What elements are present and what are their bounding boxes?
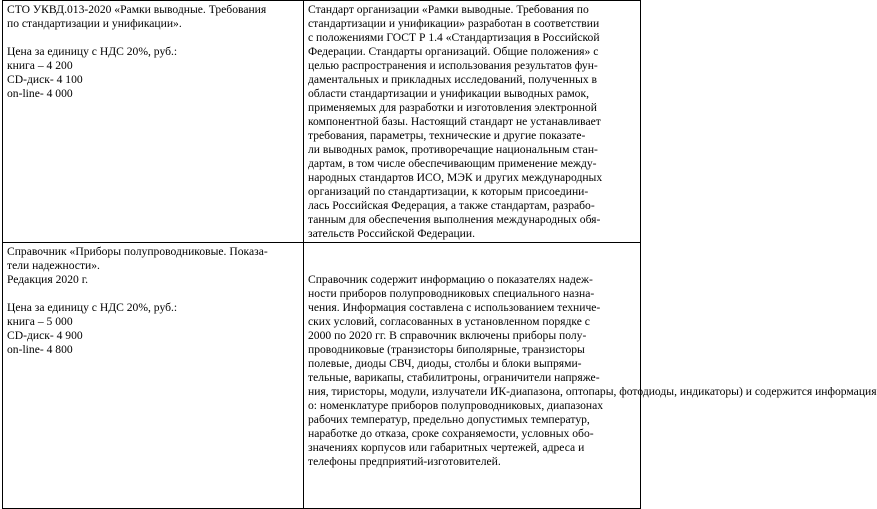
description-line: ли выводных рамок, противоречащие национальным стан- <box>308 143 598 156</box>
description-line: ния, тиристоры, модули, излучатели ИК-диапазона, оптопары, фотодиоды, индикаторы) и содержится информация <box>308 385 877 398</box>
price-online: on-line- 4 800 <box>7 343 73 356</box>
description-line: Стандарт организации «Рамки выводные. Требования по <box>308 3 589 16</box>
description-line: лась Российская Федерация, а также стандартам, разрабо- <box>308 199 595 212</box>
description-line: о: номенклатуре приборов полупроводниковых, диапазонах <box>308 399 604 412</box>
description-line: компонентной базы. Настоящий стандарт не устанавливает <box>308 115 601 128</box>
description-line: стандартизации и унификации» разработан в соответствии <box>308 17 600 30</box>
description-line: тельные, варикапы, стабилитроны, ограничители напряже- <box>308 371 600 384</box>
description-line: 2000 по 2020 гг. В справочник включены приборы полу- <box>308 329 587 342</box>
description-line: Справочник содержит информацию о показателях надеж- <box>308 273 593 286</box>
price-heading: Цена за единицу с НДС 20%, руб.: <box>7 45 178 58</box>
description-line: требования, параметры, технические и другие показате- <box>308 129 586 142</box>
product-cell <box>3 1 304 243</box>
description-line: дартам, в том числе обеспечивающим применение между- <box>308 157 597 170</box>
document <box>2 0 877 493</box>
description-line: наработке до отказа, сроке сохраняемости, условных обо- <box>308 427 594 440</box>
description-line: Федерации. Стандарты организаций. Общие положения» с <box>308 45 599 58</box>
price-book: книга – 5 000 <box>7 315 73 328</box>
product-title-line: по стандартизации и унификации». <box>7 17 182 30</box>
description-line: народных стандартов ИСО, МЭК и других международных <box>308 171 603 184</box>
description-line: с положениями ГОСТ Р 1.4 «Стандартизация в Российской <box>308 31 600 44</box>
price-cd: CD-диск- 4 100 <box>7 73 83 86</box>
description-line: проводниковые (транзисторы биполярные, транзисторы <box>308 343 585 356</box>
product-cell <box>3 243 304 509</box>
price-online: on-line- 4 000 <box>7 87 73 100</box>
description-line: организаций по стандартизации, к которым присоедини- <box>308 185 589 198</box>
description-line: зательств Российской Федерации. <box>308 227 475 240</box>
catalog-table <box>2 0 877 509</box>
description-line: чения. Информация составлена с использованием техниче- <box>308 301 601 314</box>
price-heading: Цена за единицу с НДС 20%, руб.: <box>7 301 178 314</box>
description-line: полевые, диоды СВЧ, диоды, столбы и блоки выпрями- <box>308 357 582 370</box>
product-title-line: СТО УКВД.013-2020 «Рамки выводные. Требования <box>7 3 267 16</box>
description-line: области стандартизации и унификации выводных рамок, <box>308 87 590 100</box>
description-line: ности приборов полупроводниковых специального назна- <box>308 287 595 300</box>
description-cell <box>304 243 877 509</box>
description-line: ских условий, согласованных в установленном порядке с <box>308 315 590 328</box>
description-line: целью распространения и использования результатов фун- <box>308 59 598 72</box>
description-line: значениях корпусов или габаритных чертежей, адреса и <box>308 441 585 454</box>
description-line: даментальных и прикладных исследований, полученных в <box>308 73 598 86</box>
description-line: танным для обеспечения выполнения международных обя- <box>308 213 601 226</box>
description-line: рабочих температур, предельно допустимых температур, <box>308 413 590 426</box>
description-line: применяемых для разработки и изготовления электронной <box>308 101 597 114</box>
table-row <box>3 1 641 243</box>
description-cell <box>304 1 641 243</box>
price-cd: CD-диск- 4 900 <box>7 329 83 342</box>
product-title-line: тели надежности». <box>7 259 100 272</box>
price-book: книга – 4 200 <box>7 59 73 72</box>
description-line: телефоны предприятий-изготовителей. <box>308 455 501 468</box>
table-row <box>3 243 641 509</box>
product-title-line: Справочник «Приборы полупроводниковые. Показа- <box>7 245 268 258</box>
product-edition: Редакция 2020 г. <box>7 273 89 286</box>
